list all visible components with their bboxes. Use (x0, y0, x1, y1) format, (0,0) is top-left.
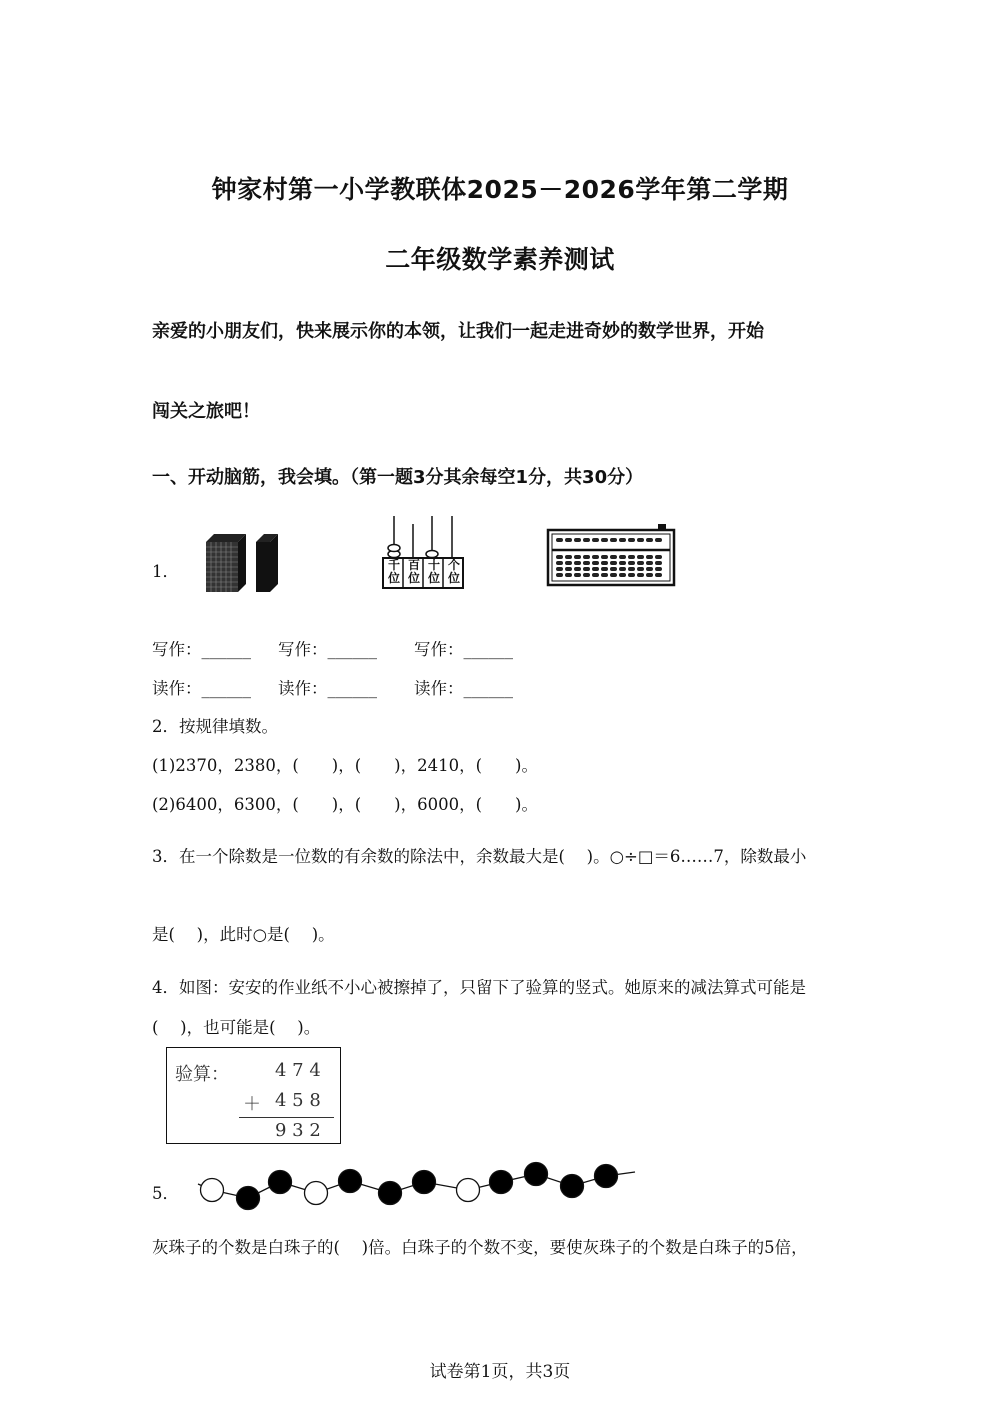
q1-write-2[interactable]: 写作：______ (278, 640, 377, 659)
black-bead (595, 1165, 618, 1188)
q2-sub-2[interactable]: (2)6400，6300，( )，( )，6000，( )。 (152, 795, 538, 814)
white-bead (457, 1179, 480, 1202)
black-bead (413, 1171, 436, 1194)
q5-line-1[interactable]: 灰珠子的个数是白珠子的( )倍。白珠子的个数不变，要使灰珠子的个数是白珠子的5倍， (152, 1238, 808, 1257)
exam-title: 钟家村第一小学教联体2025－2026学年第二学期 (211, 175, 789, 204)
sum-value: 9 3 2 (275, 1120, 321, 1141)
q4-line-1: 4．如图：安安的作业纸不小心被擦掉了，只留下了验算的竖式。她原来的减法算式可能是 (152, 978, 806, 997)
black-bead (525, 1163, 548, 1186)
q2-stem: 2．按规律填数。 (152, 717, 278, 736)
q3-line-1[interactable]: 3．在一个除数是一位数的有余数的除法中，余数最大是( )。○÷□＝6……7，除数最小 (152, 847, 807, 866)
section-1-heading: 一、开动脑筋，我会填。（第一题3分其余每空1分，共30分） (152, 467, 644, 488)
page-footer: 试卷第1页，共3页 (429, 1362, 571, 1382)
q4-line-2[interactable]: ( )，也可能是( )。 (152, 1018, 321, 1037)
q1-number: 1． (152, 562, 179, 581)
sum-rule (239, 1117, 334, 1118)
q3-line-2[interactable]: 是( )，此时○是( )。 (152, 925, 335, 944)
addend-1: 4 7 4 (275, 1060, 321, 1081)
black-bead (379, 1182, 402, 1205)
q5-number: 5． (152, 1184, 179, 1203)
white-bead (305, 1182, 328, 1205)
bead-string-image (190, 1158, 640, 1210)
q2-sub-1[interactable]: (1)2370，2380，( )，( )，2410，( )。 (152, 756, 538, 775)
abacus-label-ones: 个 位 (447, 558, 460, 585)
abacus-label-thousands: 千 位 (387, 558, 400, 585)
intro-line-1: 亲爱的小朋友们，快来展示你的本领，让我们一起走进奇妙的数学世界，开始 (152, 321, 764, 342)
addend-2: 4 5 8 (275, 1090, 321, 1111)
black-bead (269, 1171, 292, 1194)
plus-sign: ＋ (243, 1094, 261, 1115)
q1-write-1[interactable]: 写作：______ (152, 640, 251, 659)
verification-label: 验算： (175, 1064, 229, 1085)
abacus-label-hundreds: 百 位 (407, 558, 420, 585)
black-bead (237, 1187, 260, 1210)
thousand-cube-image (200, 532, 280, 594)
verification-box (166, 1047, 341, 1144)
black-bead (490, 1171, 513, 1194)
black-bead (339, 1170, 362, 1193)
q1-read-1[interactable]: 读作：______ (152, 679, 251, 698)
white-bead (201, 1179, 224, 1202)
abacus-label-tens: 十 位 (427, 558, 440, 585)
q1-read-3[interactable]: 读作：______ (414, 679, 513, 698)
q1-read-2[interactable]: 读作：______ (278, 679, 377, 698)
q1-write-3[interactable]: 写作：______ (414, 640, 513, 659)
intro-line-2: 闯关之旅吧！ (152, 401, 260, 422)
exam-subtitle: 二年级数学素养测试 (385, 245, 615, 274)
suanpan-abacus-image (546, 522, 678, 588)
black-bead (561, 1175, 584, 1198)
